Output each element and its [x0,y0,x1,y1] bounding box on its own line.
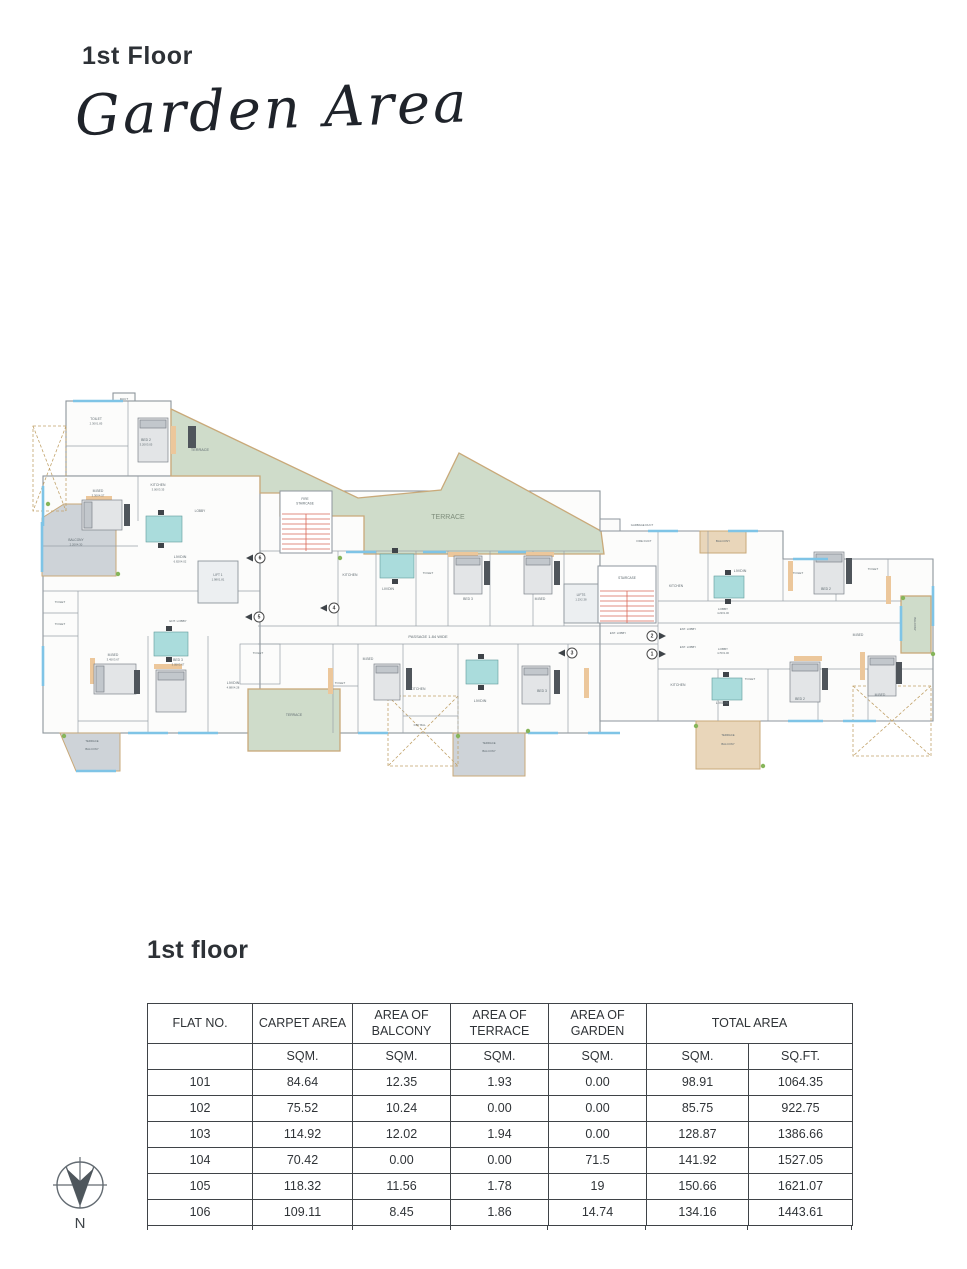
col-total-area: TOTAL AREA [647,1004,853,1044]
room-label: 3.05X3.67 [171,662,185,667]
room-label: TERRACE [285,713,303,717]
room-label: 3.30X4.57 [91,493,105,498]
room-label: 3.45X3.67 [106,657,120,662]
table-cell: 102 [148,1096,253,1122]
table-cell: 103 [148,1122,253,1148]
unit-cell: SQM. [253,1044,353,1070]
room-label: TOILET [867,567,879,571]
table-row [148,1200,853,1226]
floor-label: 1st Floor [82,42,193,70]
room-label: 6.82X4.02 [173,559,187,564]
table-units-row [148,1044,853,1070]
table-cell: 75.52 [253,1096,353,1122]
room-label: FIRE [301,497,309,501]
room-label: LIV/DIN [715,701,729,705]
room-label: BALCONY [721,742,735,746]
entry-marker-number: 4 [332,605,336,612]
room-label: BED 3 [537,689,547,693]
room-label: M.BED [362,657,374,661]
room-label: TOILET [334,681,346,685]
table-cell: 1527.05 [749,1148,853,1174]
table-cell: 101 [148,1070,253,1096]
room-label: KITCHEN [342,573,358,577]
room-label: TERRACE [85,739,99,743]
table-row [148,1070,853,1096]
table-row [148,1148,853,1174]
entry-marker-number: 5 [257,614,261,621]
table-cell: 0.00 [451,1148,549,1174]
table-cell: 0.00 [549,1096,647,1122]
room-label: 4.23X1.00 [717,612,729,615]
room-label: ENT. LOBBY [609,631,627,635]
entry-marker-number: 1 [650,651,654,658]
room-label: LIV/DIN [473,699,487,703]
room-label: LIFTS [576,593,586,597]
main-staircase [598,566,656,623]
floor-plan [28,386,940,784]
table-cell: 104 [148,1148,253,1174]
room-label: 1.2X2.38 [575,597,587,602]
room-label: M.BED [852,633,864,637]
table-cell: 1621.07 [749,1174,853,1200]
room-label: ENT. LOBBY [169,619,187,623]
room-label: STAIRCASE [618,576,636,580]
table-cell: 10.24 [353,1096,451,1122]
room-label: DRY BAL. [413,723,427,727]
room-label: M.BED [92,489,104,493]
table-cell: 84.64 [253,1070,353,1096]
table-cell: 106 [148,1200,253,1226]
table-cell: 1.78 [451,1174,549,1200]
table-cell: 70.42 [253,1148,353,1174]
table-cell: 1.93 [451,1070,549,1096]
room-label: BALCONY [715,539,731,543]
room-label: 1.98X1.81 [211,577,225,582]
table-cell: 150.66 [647,1174,749,1200]
col-flat-no: FLAT NO. [148,1004,253,1044]
table-row [148,1096,853,1122]
room-label: BALCONY [482,749,496,753]
table-cell: 12.02 [353,1122,451,1148]
room-label: LOBBY [717,647,729,651]
room-label: M.BED [107,653,119,657]
room-label: LOBBY [194,509,206,513]
table-cell: 118.32 [253,1174,353,1200]
col-area-terrace: AREA OF TERRACE [451,1004,549,1044]
north-compass [45,1152,115,1237]
table-cell: 71.5 [549,1148,647,1174]
room-label: 4.88X4.28 [226,685,240,690]
room-label: TOILET [792,571,804,575]
room-label: BALCONY [85,747,99,751]
room-label: TOILET [90,417,102,421]
table-cell: 0.00 [353,1148,451,1174]
col-area-balcony: AREA OF BALCONY [353,1004,451,1044]
table-row [148,1122,853,1148]
table-cutoff-stubs [147,1225,852,1230]
room-label: PASSAGE 1.84 WIDE [408,634,448,639]
table-cell: 19 [549,1174,647,1200]
room-label: KITCHEN [670,683,686,687]
room-label: ENT. LOBBY [679,627,697,631]
unit-cell: SQM. [647,1044,749,1070]
section-heading: 1st floor [147,936,249,964]
room-label: 4.70X1.00 [717,652,729,655]
table-cell: 14.74 [549,1200,647,1226]
unit-cell [148,1044,253,1070]
room-label: BED 3 [173,658,183,662]
room-label: TOILET [54,622,66,626]
room-label: KITCHEN [410,687,426,691]
room-label: LIV/DIN [382,587,394,591]
table-header-row [148,1004,853,1044]
room-label: STAIRCASE [296,501,314,506]
room-label: 2.30X1.85 [89,421,103,426]
room-label: LIV/DIN [733,569,747,573]
entry-marker-number: 3 [570,650,574,657]
table-cell: 8.45 [353,1200,451,1226]
room-label: BED 2 [795,697,805,701]
room-label: LIFT 1 [213,573,223,577]
unit-cell: SQM. [353,1044,451,1070]
room-label: TOILET [422,571,434,575]
table-row [148,1174,853,1200]
table-cell: 141.92 [647,1148,749,1174]
col-carpet-area: CARPET AREA [253,1004,353,1044]
table-cell: 1386.66 [749,1122,853,1148]
room-label: M.BED [534,597,546,601]
room-label: TERRACE [190,448,210,452]
room-label: 3.00X3.35 [151,487,165,492]
table-cell: 85.75 [647,1096,749,1122]
room-label: TOILET [744,677,756,681]
table-cell: 1.94 [451,1122,549,1148]
room-label: TERRACE [721,733,735,737]
room-label: KITCHEN [669,584,683,588]
table-cell: 134.16 [647,1200,749,1226]
room-label: LIV/DIN [173,555,187,559]
room-label: FIRE DUCT [636,539,652,543]
table-cell: 922.75 [749,1096,853,1122]
table-cell: 1443.61 [749,1200,853,1226]
room-label: BED 3 [463,597,473,601]
table-cell: 109.11 [253,1200,353,1226]
table-cell: 105 [148,1174,253,1200]
room-label: BALCONY [68,538,84,542]
compass-n-label: N [74,1215,86,1232]
col-area-garden: AREA OF GARDEN [549,1004,647,1044]
table-cell: 12.35 [353,1070,451,1096]
room-label: KITCHEN [150,483,166,487]
table-cell: 1064.35 [749,1070,853,1096]
room-label: DUCT [119,397,129,401]
table-cell: 128.87 [647,1122,749,1148]
unit-cell: SQ.FT. [749,1044,853,1070]
room-label: 2.20X4.30 [69,542,83,547]
table-cell: 114.92 [253,1122,353,1148]
room-label: LIV/DIN [226,681,240,685]
room-label: BED 2 [141,438,151,442]
room-label: TERRACE [482,741,496,745]
area-table [147,1003,853,1226]
table-cell: 1.86 [451,1200,549,1226]
room-label: LOBBY [717,607,729,611]
room-label: BALCONY [913,617,917,631]
room-label: GARBAGE DUCT [630,523,654,527]
table-cell: 11.56 [353,1174,451,1200]
room-label: TERRACE [431,514,465,521]
entry-marker-number: 6 [258,555,262,562]
room-label: TOILET [252,651,264,655]
table-cell: 0.00 [549,1122,647,1148]
room-label: M.BED [874,693,886,697]
table-cell: 98.91 [647,1070,749,1096]
unit-cell: SQM. [549,1044,647,1070]
room-label: ENT. LOBBY [679,645,697,649]
unit-cell: SQM. [451,1044,549,1070]
room-label: TOILET [54,600,66,604]
page-title: Garden Area [74,70,471,149]
table-cell: 0.00 [549,1070,647,1096]
table-cell: 0.00 [451,1096,549,1122]
room-label: 3.20X3.05 [139,442,153,447]
floor-plan-svg [28,386,940,784]
room-label: BED 2 [821,587,831,591]
entry-marker-number: 2 [650,633,654,640]
